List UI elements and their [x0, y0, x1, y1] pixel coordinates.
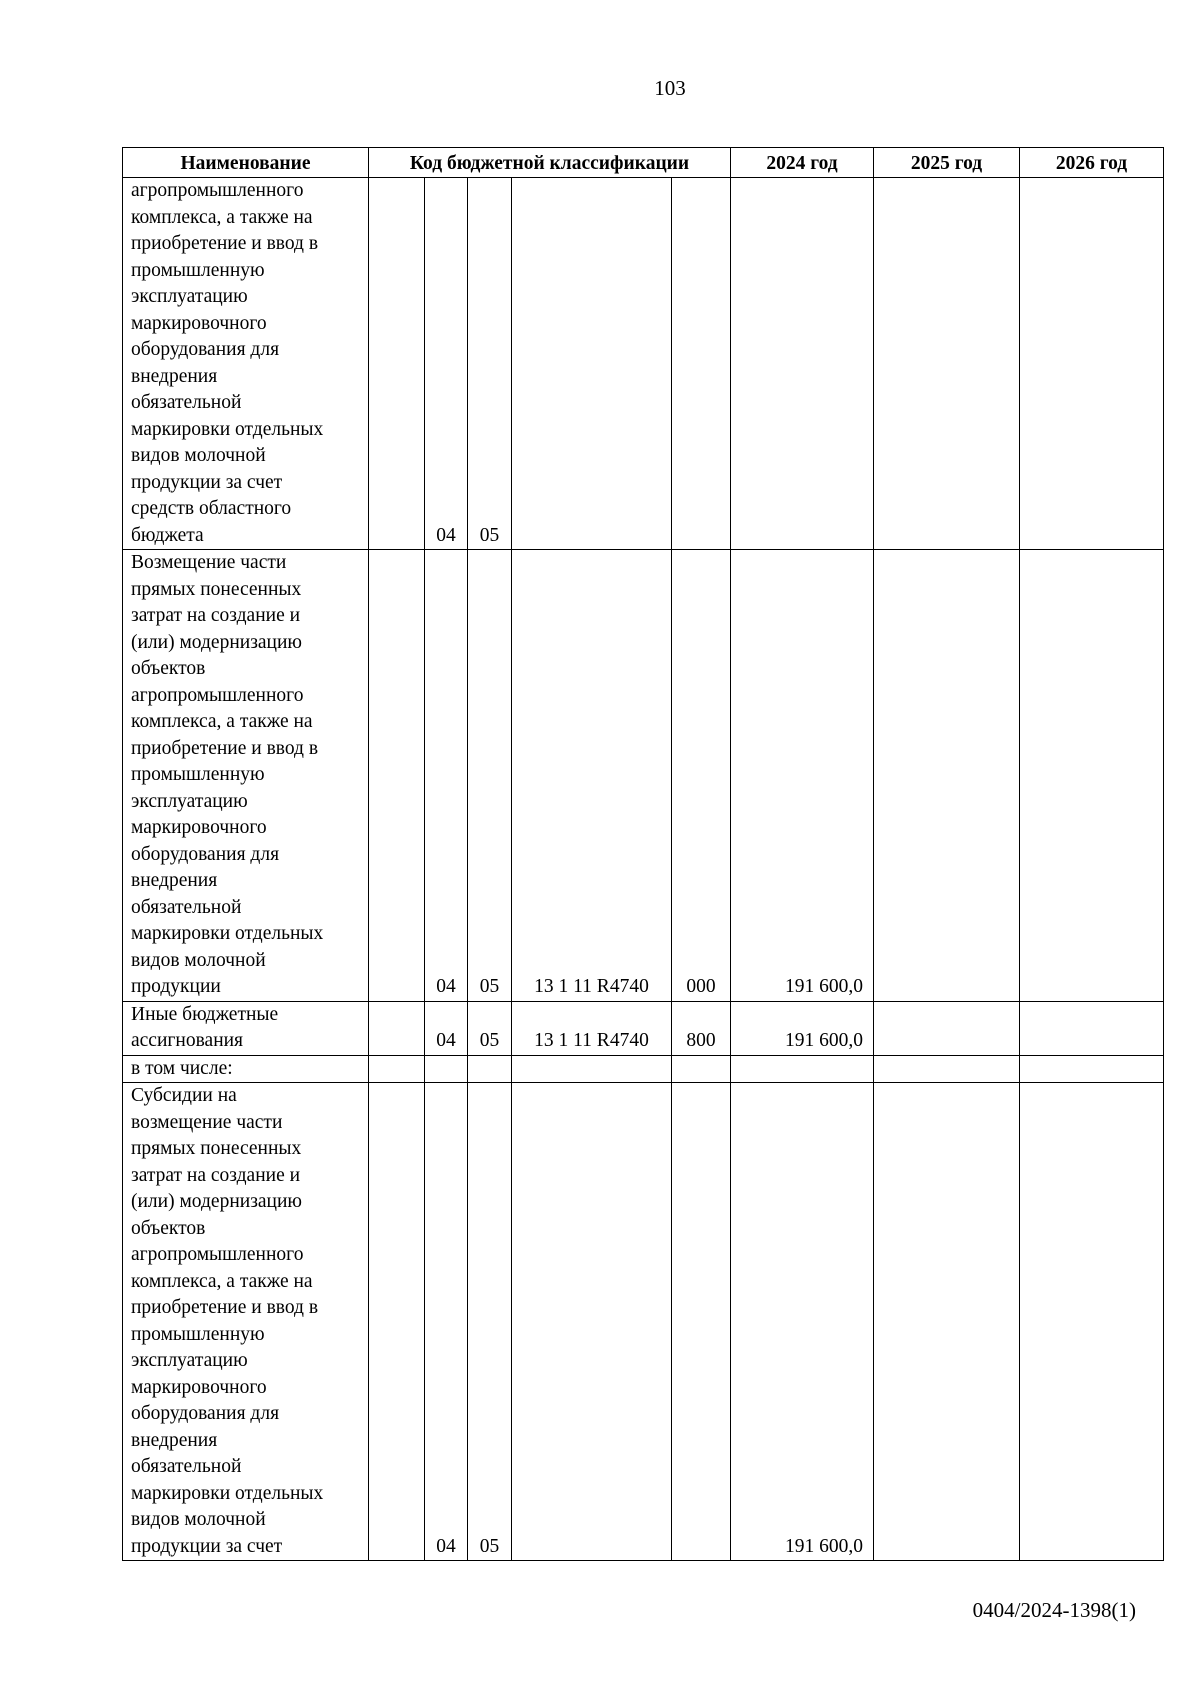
cell-expense-type: [672, 1083, 731, 1561]
cell-target-article: [512, 178, 672, 550]
cell-2024: 191 600,0: [731, 1001, 874, 1055]
table-row: [123, 1055, 1164, 1083]
cell-grbs: [369, 178, 425, 550]
cell-section: 04: [425, 178, 468, 550]
cell-2024: 191 600,0: [731, 1083, 874, 1561]
cell-subsection: 05: [468, 178, 512, 550]
cell-2025: [874, 1055, 1020, 1083]
cell-2026: [1020, 1055, 1164, 1083]
cell-2026: [1020, 178, 1164, 550]
header-budget-code: Код бюджетной классификации: [369, 148, 731, 178]
cell-2025: [874, 178, 1020, 550]
cell-subsection: 05: [468, 1083, 512, 1561]
cell-section: 04: [425, 1083, 468, 1561]
cell-grbs: [369, 1083, 425, 1561]
cell-target-article: [512, 1055, 672, 1083]
cell-2026: [1020, 1083, 1164, 1561]
cell-expense-type: [672, 178, 731, 550]
table-row: [123, 1001, 1164, 1055]
cell-name: агропромышленного комплекса, а также на приобретение и ввод в промышленную эксплуатацию маркировочного оборудования для внедрения обязательной маркировки отдельных видов молочной продукции за счет средств областного бюджета: [123, 178, 369, 550]
document-code: 0404/2024-1398(1): [972, 1598, 1136, 1622]
cell-2025: [874, 1083, 1020, 1561]
cell-expense-type: [672, 1055, 731, 1083]
cell-2024: [731, 178, 874, 550]
cell-2026: [1020, 550, 1164, 1002]
cell-section: 04: [425, 550, 468, 1002]
cell-section: [425, 1055, 468, 1083]
cell-target-article: 13 1 11 R4740: [512, 550, 672, 1002]
cell-2024: 191 600,0: [731, 550, 874, 1002]
cell-2025: [874, 1001, 1020, 1055]
budget-table: [122, 147, 1164, 1561]
cell-name: Возмещение части прямых понесенных затрат на создание и (или) модернизацию объектов агропромышленного комплекса, а также на приобретение и ввод в промышленную эксплуатацию маркировочного оборудования для внедрения обязательной маркировки отдельных видов молочной продукции: [123, 550, 369, 1002]
cell-2025: [874, 550, 1020, 1002]
cell-subsection: 05: [468, 1001, 512, 1055]
cell-expense-type: 000: [672, 550, 731, 1002]
page-number: 103: [654, 76, 686, 100]
cell-name: в том числе:: [123, 1055, 369, 1083]
cell-expense-type: 800: [672, 1001, 731, 1055]
header-name: Наименование: [123, 148, 369, 178]
header-2024: 2024 год: [731, 148, 874, 178]
cell-grbs: [369, 1001, 425, 1055]
cell-name: Субсидии на возмещение части прямых понесенных затрат на создание и (или) модернизацию объектов агропромышленного комплекса, а также на приобретение и ввод в промышленную эксплуатацию маркировочного оборудования для внедрения обязательной маркировки отдельных видов молочной продукции за счет: [123, 1083, 369, 1561]
cell-target-article: [512, 1083, 672, 1561]
table-row: [123, 178, 1164, 550]
header-2025: 2025 год: [874, 148, 1020, 178]
cell-name: Иные бюджетные ассигнования: [123, 1001, 369, 1055]
cell-target-article: 13 1 11 R4740: [512, 1001, 672, 1055]
cell-section: 04: [425, 1001, 468, 1055]
table-row: [123, 550, 1164, 1002]
table-header-row: [123, 148, 1164, 178]
cell-subsection: [468, 1055, 512, 1083]
cell-subsection: 05: [468, 550, 512, 1002]
cell-grbs: [369, 1055, 425, 1083]
cell-grbs: [369, 550, 425, 1002]
cell-2026: [1020, 1001, 1164, 1055]
table-row: [123, 1083, 1164, 1561]
cell-2024: [731, 1055, 874, 1083]
header-2026: 2026 год: [1020, 148, 1164, 178]
